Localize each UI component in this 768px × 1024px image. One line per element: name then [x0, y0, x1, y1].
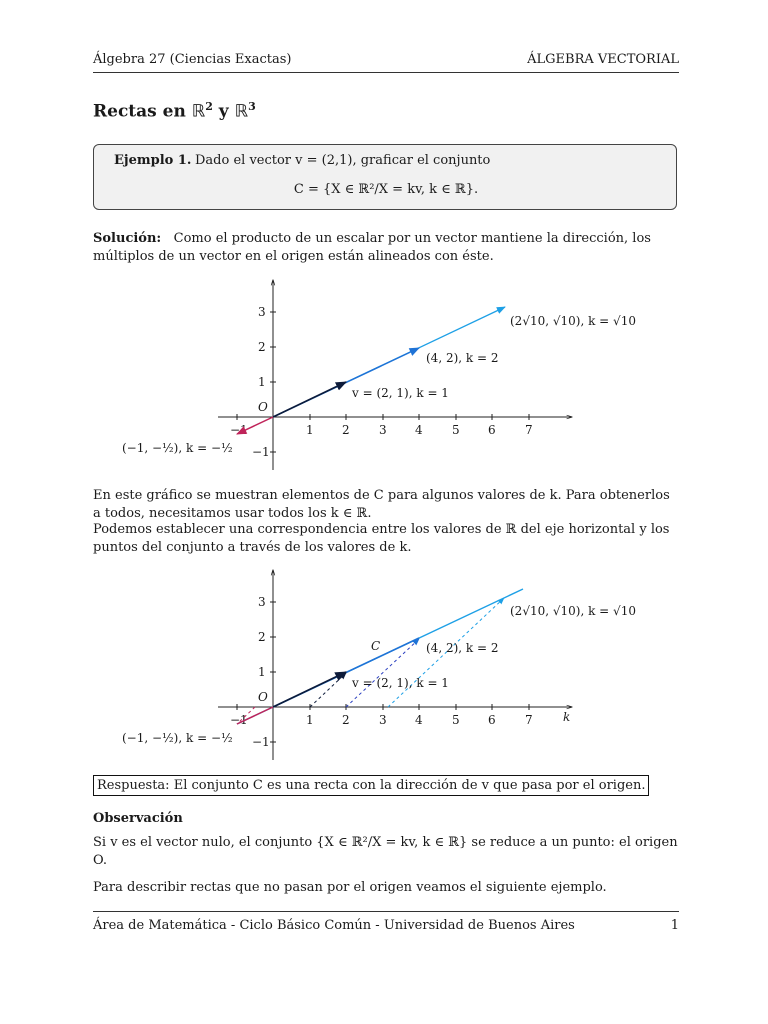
dashed-link-k-2: [346, 639, 419, 707]
answer-box: Respuesta: El conjunto C es una recta con la dirección de v que pasa por el origen.: [93, 775, 649, 796]
section-name: ÁLGEBRA VECTORIAL: [527, 52, 679, 67]
set-c-label: C: [371, 639, 381, 653]
solution-label: Solución:: [93, 231, 162, 246]
header-rule: [93, 72, 679, 73]
closing-text: Para describir rectas que no pasan por el origen veamos el siguiente ejemplo.: [93, 880, 607, 895]
x-tick-label: 7: [525, 423, 533, 437]
y-tick-label: 1: [258, 375, 266, 389]
y-tick-labels: [252, 595, 270, 749]
y-tick-label: 2: [258, 340, 266, 354]
y-tick-label: 3: [258, 305, 266, 319]
x-tick-label: 1: [306, 713, 314, 727]
x-tick-label: 5: [452, 423, 460, 437]
label-v: v = (2, 1), k = 1: [352, 386, 449, 400]
y-tick-label: −1: [252, 445, 270, 459]
x-tick-label: 5: [452, 713, 460, 727]
footer-rule: [93, 911, 679, 912]
page-number: 1: [670, 918, 679, 933]
course-name: Álgebra 27 (Ciencias Exactas): [93, 52, 292, 67]
x-tick-label: −1: [230, 423, 248, 437]
dashed-link-k-1: [310, 673, 346, 707]
x-tick-label: 3: [379, 713, 387, 727]
vector-v: [273, 672, 346, 707]
vector-v: [273, 382, 346, 417]
label-k-2: (4, 2), k = 2: [426, 641, 499, 655]
label-k-sqrt10: (2√10, √10), k = √10: [510, 314, 636, 328]
label-k-neg-half: (−1, −½), k = −½: [122, 441, 233, 455]
axis-k-label: k: [563, 710, 571, 724]
x-tick-label: 3: [379, 423, 387, 437]
graph-1: [0, 270, 768, 480]
label-k-neg-half: (−1, −½), k = −½: [122, 731, 233, 745]
x-tick-label: 7: [525, 713, 533, 727]
solution-text: Como el producto de un escalar por un vector mantiene la dirección, los múltiplos de un vector en el origen están alineados con éste.: [93, 231, 651, 264]
explanation-paragraph-2: Podemos establecer una correspondencia entre los valores de ℝ del eje horizontal y los puntos del conjunto a través de los valores de k.: [93, 522, 670, 555]
observation-text: Si v es el vector nulo, el conjunto {X ∈ ℝ²/X = kv, k ∈ ℝ} se reduce a un punto: el origen O.: [93, 835, 678, 868]
x-tick-label: 2: [342, 713, 350, 727]
label-k-2: (4, 2), k = 2: [426, 351, 499, 365]
page-title: Rectas en ℝ$^2$ y ℝ$^3$: [93, 100, 256, 122]
example-text: Dado el vector v = (2,1), graficar el conjunto: [195, 153, 491, 168]
origin-label: O: [258, 400, 268, 414]
y-tick-label: 1: [258, 665, 266, 679]
explanation-paragraph-1: En este gráfico se muestran elementos de C para algunos valores de k. Para obtenerlos a todos, necesitamos usar todos los k ∈ ℝ.: [93, 488, 670, 521]
example-label: Ejemplo 1.: [114, 153, 192, 168]
y-tick-labels: [252, 305, 270, 459]
x-tick-labels: [230, 713, 533, 727]
y-tick-label: 3: [258, 595, 266, 609]
x-tick-label: −1: [230, 713, 248, 727]
origin-label: O: [258, 690, 268, 704]
y-tick-label: −1: [252, 735, 270, 749]
x-tick-label: 1: [306, 423, 314, 437]
x-tick-label: 6: [488, 423, 496, 437]
x-tick-label: 4: [415, 423, 423, 437]
label-k-sqrt10: (2√10, √10), k = √10: [510, 604, 636, 618]
y-tick-label: 2: [258, 630, 266, 644]
x-tick-label: 6: [488, 713, 496, 727]
label-v: v = (2, 1), k = 1: [352, 676, 449, 690]
observation-title: Observación: [93, 811, 183, 826]
graph-2: [0, 560, 768, 770]
x-tick-labels: [230, 423, 533, 437]
x-tick-label: 4: [415, 713, 423, 727]
footer-institution: Área de Matemática - Ciclo Básico Común - Universidad de Buenos Aires: [93, 918, 575, 933]
solution-paragraph: [93, 230, 679, 266]
x-tick-label: 2: [342, 423, 350, 437]
example-set: C = {X ∈ ℝ²/X = kv, k ∈ ℝ}.: [293, 182, 479, 197]
